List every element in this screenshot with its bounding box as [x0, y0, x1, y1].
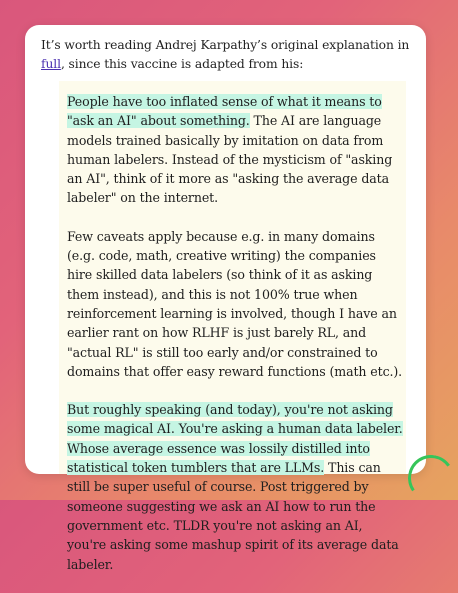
blockquote [59, 81, 406, 572]
intro-text-after: , since this vaccine is adapted from his: [60, 57, 304, 71]
intro-paragraph [41, 36, 413, 74]
intro-text-before: It’s worth reading Andrej Karpathy’s original explanation in [41, 38, 410, 52]
quote-paragraph-3 [67, 400, 403, 574]
quote-paragraph-1 [67, 92, 403, 208]
full-explanation-link[interactable]: full [41, 57, 61, 71]
article-card [25, 25, 426, 572]
highlight-2: But roughly speaking (and today), you're not asking some magical AI. You're asking a human data labeler. Whose average essence was lossily distilled into statistical token tumblers that are LLMs. [67, 402, 403, 476]
quote-paragraph-2: Few caveats apply because e.g. in many domains (e.g. code, math, creative writing) the companies hire skilled data labelers (so think of it as asking them instead), and this is not 100% true when reinforcement learning is involved, though I have an earlier rant on how RLHF is just barely RL, and "actual RL" is still too early and/or constrained to domains that offer easy reward functions (math etc.). [67, 228, 403, 379]
highlight-1: People have too inflated sense of what it means to "ask an AI" about something. [67, 94, 382, 129]
quote-paragraph-3-rest: This can still be super useful of course. Post triggered by someone suggesting we ask an AI how to run the government etc. TLDR you're not asking an AI, you're asking some mashup spirit of its average data labeler. [67, 460, 399, 572]
quote-paragraph-1-rest: The AI are language models trained basically by imitation on data from human labelers. Instead of the mysticism of "asking an AI", think of it more as "asking the average data labeler" on the internet. [67, 113, 393, 206]
quote-text [67, 92, 403, 593]
